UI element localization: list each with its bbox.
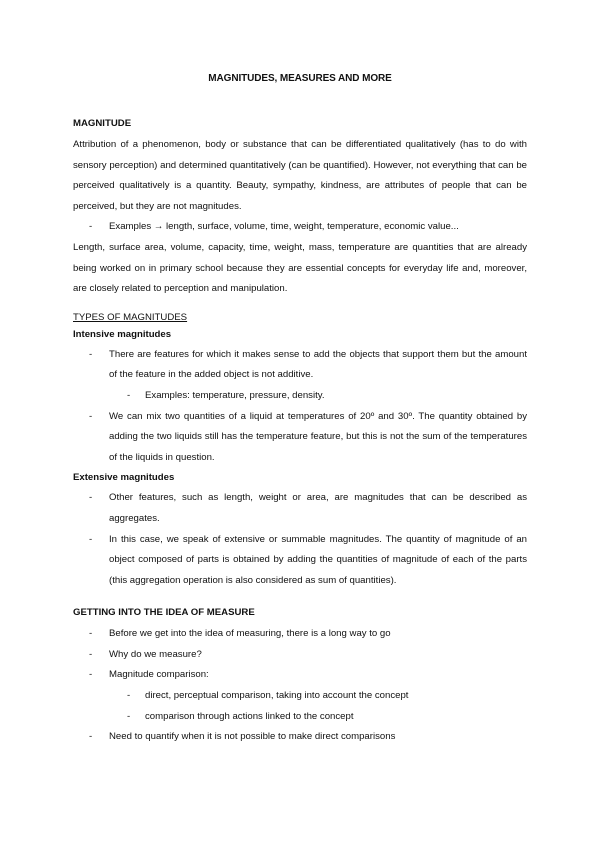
extensive-list [73,488,527,591]
magnitude-heading: MAGNITUDE [73,118,132,129]
list-item [73,530,527,592]
intensive-list [73,345,527,386]
dash-bullet: - [89,628,93,640]
intensive-item-2: We can mix two quantities of a liquid at temperatures of 20º and 30º. The quantity obtained by adding the two liquids still has the temperature feature, but this is not the sum of the temperatures of the liquids in question. [109,410,527,463]
measure-item-3: Magnitude comparison: [109,669,209,681]
list-item [73,386,527,407]
list-item [73,345,527,386]
section-types [73,310,527,592]
magnitude-examples-list [73,217,527,238]
list-item [73,727,527,748]
dash-bullet: - [89,492,93,504]
measure-item-2: Why do we measure? [109,648,202,660]
dash-bullet: - [89,221,93,233]
magnitude-definition: Attribution of a phenomenon, body or substance that can be differentiated qualitatively (has to do with sensory perception) and determined quantitatively (can be quantified). However, not everything that can be perceived qualitatively is a quantity. Beauty, sympathy, kindness, are attributes of people that can be perceived, but they are not magnitudes. [73,139,527,212]
list-item [73,665,527,686]
measure-heading: GETTING INTO THE IDEA OF MEASURE [73,607,255,619]
intensive-sublist [73,386,527,407]
document-title: MAGNITUDES, MEASURES AND MORE [208,73,392,84]
extensive-item-2: In this case, we speak of extensive or summable magnitudes. The quantity of magnitude of an object composed of parts is obtained by adding the quantities of magnitude of each of the parts (this aggregation operation is also considered as sum of quantities). [109,533,527,586]
dash-bullet: - [89,669,93,681]
list-item [73,624,527,645]
list-item [73,217,527,238]
types-heading: TYPES OF MAGNITUDES [73,311,188,323]
list-item [73,488,527,529]
intensive-item-1: There are features for which it makes sense to add the objects that support them but the amount of the feature in the added object is not additive. [109,348,527,381]
measure-list [73,624,527,686]
intensive-list-2 [73,407,527,469]
intensive-examples: Examples: temperature, pressure, density. [145,389,325,401]
measure-item-1: Before we get into the idea of measuring, there is a long way to go [109,628,391,640]
dash-bullet: - [127,690,131,702]
list-item [73,407,527,469]
measure-sublist [73,686,527,727]
list-item [73,686,527,707]
measure-list-2 [73,727,527,748]
measure-sub-1: direct, perceptual comparison, taking into account the concept [145,690,409,702]
extensive-item-1: Other features, such as length, weight or area, are magnitudes that can be described as aggregates. [109,492,527,524]
dash-bullet: - [127,710,131,722]
intensive-heading: Intensive magnitudes [73,328,172,340]
dash-bullet: - [127,389,131,401]
dash-bullet: - [89,410,93,422]
dash-bullet: - [89,348,93,360]
magnitude-paragraph-2: Length, surface area, volume, capacity, time, weight, mass, temperature are quantities that are already being worked on in primary school because they are essential concepts for everyday life and, moreover, are closely related to perception and manipulation. [73,241,527,295]
list-item [73,645,527,666]
dash-bullet: - [89,731,93,743]
section-measure [73,605,527,748]
extensive-heading: Extensive magnitudes [73,472,175,484]
examples-text: Examples → length, surface, volume, time, weight, temperature, economic value... [109,221,459,233]
dash-bullet: - [89,533,93,545]
section-magnitude [73,116,527,300]
list-item [73,707,527,728]
measure-sub-2: comparison through actions linked to the concept [145,710,354,722]
measure-item-4: Need to quantify when it is not possible to make direct comparisons [109,731,396,743]
dash-bullet: - [89,648,93,660]
